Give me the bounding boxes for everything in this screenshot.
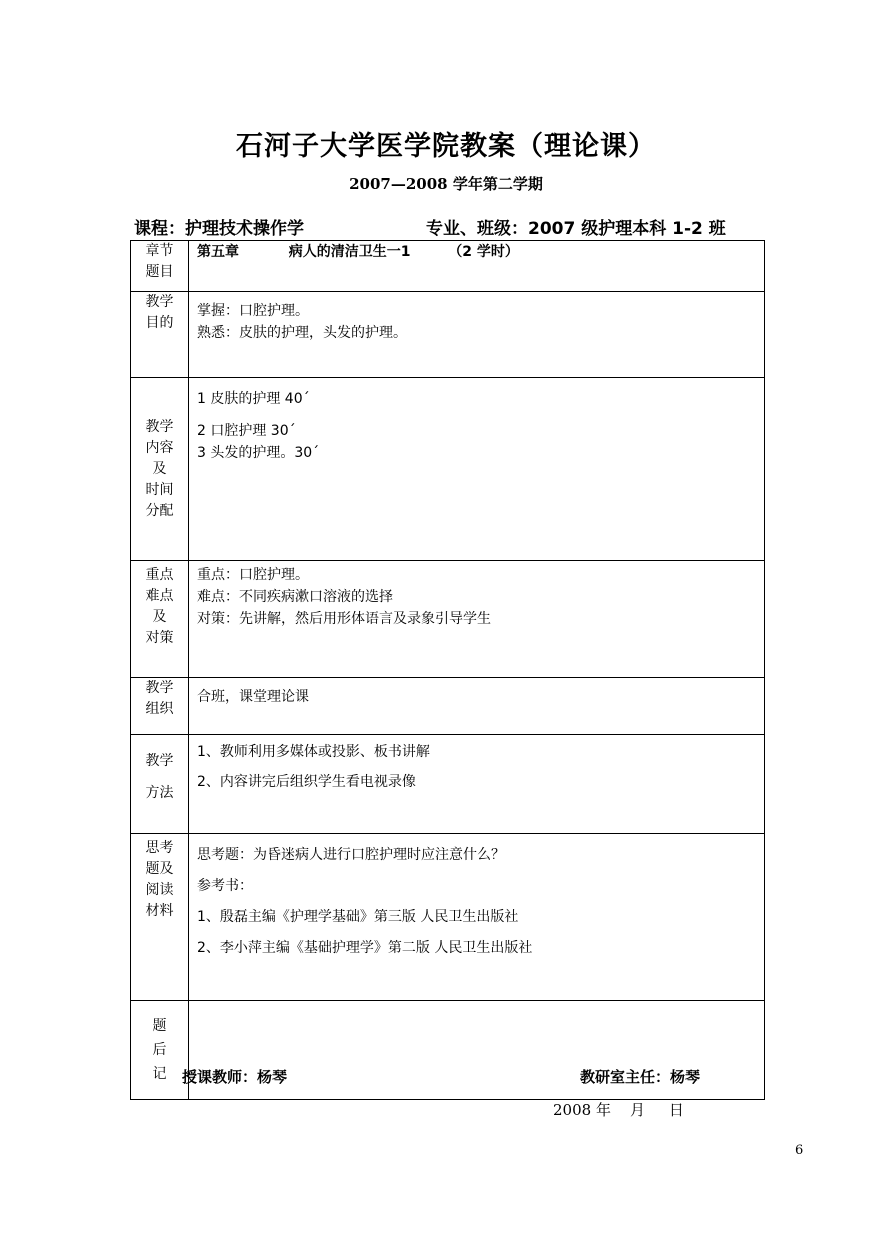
label-objective xyxy=(131,292,189,378)
organization-line-1: 合班，课堂理论课 xyxy=(197,689,309,705)
label-method-line2: 方法 xyxy=(145,785,174,801)
label-keypoints-line1: 重点 xyxy=(145,567,174,583)
keypoint-line-3: 对策：先讲解，然后用形体语言及录象引导学生 xyxy=(197,611,491,627)
chapter-hours: （2 学时） xyxy=(448,244,519,260)
label-organization-line1: 教学 xyxy=(145,680,174,696)
keypoint-line-2: 难点：不同疾病漱口溶液的选择 xyxy=(197,589,393,605)
chapter-title-cell xyxy=(189,241,765,292)
objective-line-1: 掌握：口腔护理。 xyxy=(197,303,309,319)
reading-reference-label: 参考书： xyxy=(197,878,253,894)
label-postscript-line2: 后 xyxy=(152,1042,167,1058)
lesson-plan-table xyxy=(130,240,765,1100)
label-organization xyxy=(131,678,189,735)
label-reading-line2: 题及 xyxy=(145,861,174,877)
label-organization-line2: 组织 xyxy=(145,701,174,717)
label-content-line1: 教学 xyxy=(145,418,174,435)
label-keypoints xyxy=(131,561,189,678)
label-reading xyxy=(131,834,189,1001)
content-line-3: 3 头发的护理。30´ xyxy=(197,445,320,461)
teacher-signature: 授课教师：杨琴 xyxy=(182,1068,288,1086)
major-class: 专业、班级：2007 级护理本科 1-2 班 xyxy=(426,219,726,239)
label-content-line4: 时间 xyxy=(145,481,174,498)
reading-reference-2: 2、李小萍主编《基础护理学》第二版 人民卫生出版社 xyxy=(197,940,533,956)
row-reading xyxy=(131,834,765,1001)
method-content xyxy=(189,735,765,834)
course-name: 课程：护理技术操作学 xyxy=(134,219,304,239)
document-title: 石河子大学医学院教案（理论课） xyxy=(236,131,656,162)
director-signature: 教研室主任：杨琴 xyxy=(580,1068,701,1086)
row-chapter xyxy=(131,241,765,292)
course-line xyxy=(134,214,774,238)
row-objective xyxy=(131,292,765,378)
method-line-2: 2、内容讲完后组织学生看电视录像 xyxy=(197,774,416,790)
chapter-number: 第五章 xyxy=(197,244,239,260)
label-content-line2: 内容 xyxy=(145,439,174,456)
label-objective-line2: 目的 xyxy=(145,315,174,331)
label-reading-line3: 阅读 xyxy=(145,882,174,898)
reading-content xyxy=(189,834,765,1001)
label-content-line3: 及 xyxy=(152,460,167,477)
label-chapter-line1: 章节 xyxy=(145,243,174,259)
term-subtitle: 2007—2008 学年第二学期 xyxy=(349,175,543,193)
label-chapter xyxy=(131,241,189,292)
label-chapter-line2: 题目 xyxy=(145,264,174,280)
keypoints-content xyxy=(189,561,765,678)
label-method xyxy=(131,735,189,834)
row-keypoints xyxy=(131,561,765,678)
row-organization xyxy=(131,678,765,735)
label-keypoints-line3: 及 xyxy=(152,609,167,625)
reading-question: 思考题：为昏迷病人进行口腔护理时应注意什么？ xyxy=(197,847,505,863)
content-line-1: 1 皮肤的护理 40´ xyxy=(197,391,310,407)
method-line-1: 1、教师利用多媒体或投影、板书讲解 xyxy=(197,744,430,760)
label-reading-line1: 思考 xyxy=(145,840,174,856)
reading-reference-1: 1、殷磊主编《护理学基础》第三版 人民卫生出版社 xyxy=(197,909,519,925)
page-number: 6 xyxy=(795,1143,804,1158)
content-line-2: 2 口腔护理 30´ xyxy=(197,423,296,439)
keypoint-line-1: 重点：口腔护理。 xyxy=(197,567,309,583)
date-line: 2008 年 月 日 xyxy=(553,1101,684,1119)
objective-content xyxy=(189,292,765,378)
row-method xyxy=(131,735,765,834)
label-objective-line1: 教学 xyxy=(145,294,174,310)
label-content xyxy=(131,378,189,561)
label-postscript-line1: 题 xyxy=(152,1018,167,1034)
row-content xyxy=(131,378,765,561)
label-keypoints-line2: 难点 xyxy=(145,588,174,604)
chapter-title: 病人的清洁卫生一1 xyxy=(288,244,411,260)
label-keypoints-line4: 对策 xyxy=(145,630,174,646)
label-reading-line4: 材料 xyxy=(145,903,174,919)
organization-content xyxy=(189,678,765,735)
label-content-line5: 分配 xyxy=(145,502,174,519)
objective-line-2: 熟悉：皮肤的护理，头发的护理。 xyxy=(197,325,407,341)
label-postscript-line3: 记 xyxy=(152,1066,167,1082)
teaching-content xyxy=(189,378,765,561)
label-postscript xyxy=(131,1001,189,1100)
label-method-line1: 教学 xyxy=(145,753,174,769)
